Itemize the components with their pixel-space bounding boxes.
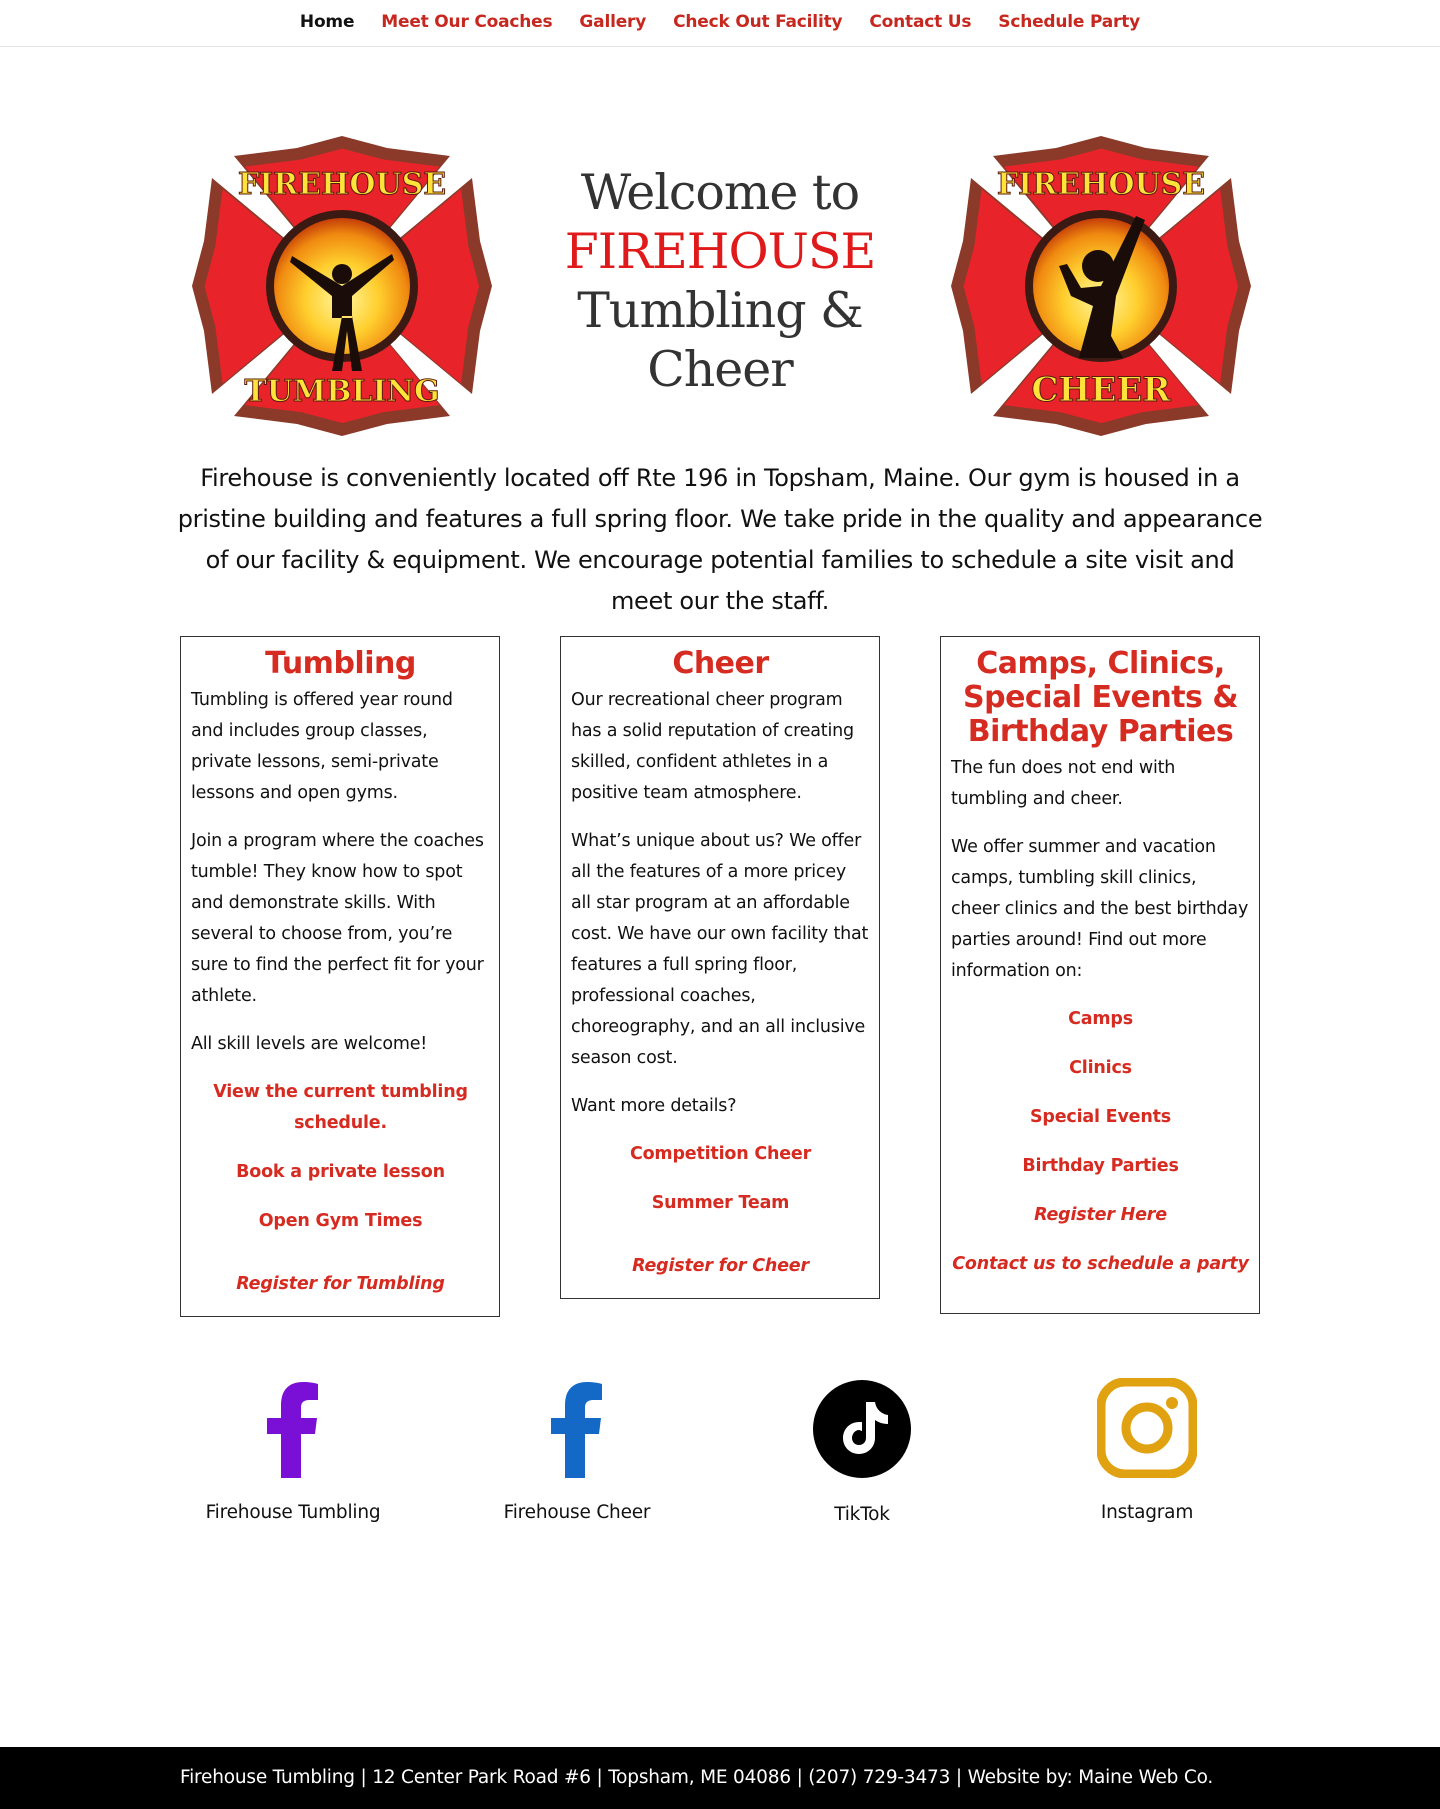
cheer-title: Cheer xyxy=(672,646,769,681)
tiktok-label[interactable]: TikTok xyxy=(834,1504,890,1525)
clinics-link[interactable]: Clinics xyxy=(1069,1058,1132,1078)
cheer-paragraph-2: What’s unique about us? We offer all the features of a more pricey all star program at an affordable cost. We have our own facility that features a full spring floor, professional coaches, choreography, and an all inclusive season cost. xyxy=(571,831,869,1068)
hero-title xyxy=(540,163,900,399)
nav-contact-us[interactable]: Contact Us xyxy=(869,12,972,32)
tumbling-paragraph-2: Join a program where the coaches tumble! They know how to spot and demonstrate skills. With several to choose from, you’re sure to find the perfect fit for your athlete. xyxy=(191,831,484,1006)
summer-team-link[interactable]: Summer Team xyxy=(651,1193,790,1213)
nav-schedule-party[interactable]: Schedule Party xyxy=(998,12,1141,32)
open-gym-times-link[interactable]: Open Gym Times xyxy=(258,1211,423,1231)
firehouse-tumbling-logo xyxy=(192,136,492,436)
cheer-paragraph-1: Our recreational cheer program has a solid reputation of creating skilled, confident athletes in a positive team atmosphere. xyxy=(571,690,854,803)
facebook-icon[interactable] xyxy=(527,1378,627,1478)
footer-text: Firehouse Tumbling | 12 Center Park Road #6 | Topsham, ME 04086 | (207) 729-3473 | Website by: Maine Web Co. xyxy=(180,1767,1214,1788)
hero-line-cheer: Cheer xyxy=(647,341,793,398)
camps-title: Camps, Clinics, Special Events & Birthday Parties xyxy=(962,646,1239,749)
hero-line-firehouse: FIREHOUSE xyxy=(564,223,876,280)
logo-right-bottom-text: CHEER xyxy=(1031,370,1171,410)
facebook-icon[interactable] xyxy=(243,1378,343,1478)
nav-meet-our-coaches[interactable]: Meet Our Coaches xyxy=(381,12,553,32)
tumbling-schedule-link[interactable]: View the current tumbling schedule. xyxy=(213,1082,468,1133)
social-firehouse-tumbling[interactable] xyxy=(173,1378,413,1523)
social-instagram[interactable] xyxy=(1027,1378,1267,1523)
tumbling-card xyxy=(180,636,500,1317)
hero-line-tumbling: Tumbling & xyxy=(577,282,863,339)
tumbling-paragraph-1: Tumbling is offered year round and includes group classes, private lessons, semi-private lessons and open gyms. xyxy=(191,690,453,803)
logo-right-top-text: FIREHOUSE xyxy=(996,167,1206,202)
camps-paragraph-2: We offer summer and vacation camps, tumbling skill clinics, cheer clinics and the best birthday parties around! Find out more information on: xyxy=(951,837,1249,981)
nav-gallery[interactable]: Gallery xyxy=(579,12,647,32)
tumbling-paragraph-3: All skill levels are welcome! xyxy=(191,1034,428,1054)
logo-left-bottom-text: TUMBLING xyxy=(244,374,440,409)
camps-link[interactable]: Camps xyxy=(1068,1009,1133,1029)
nav-home[interactable]: Home xyxy=(299,12,355,32)
hero-line-welcome: Welcome to xyxy=(580,164,860,221)
tumbling-title: Tumbling xyxy=(265,646,416,681)
nav-check-out-facility[interactable]: Check Out Facility xyxy=(673,12,843,32)
camps-card xyxy=(940,636,1260,1314)
private-lesson-link[interactable]: Book a private lesson xyxy=(236,1162,445,1182)
social-firehouse-cheer[interactable] xyxy=(457,1378,697,1523)
social-tiktok[interactable] xyxy=(742,1378,982,1525)
logo-left-top-text: FIREHOUSE xyxy=(237,167,447,202)
firehouse-cheer-label[interactable]: Firehouse Cheer xyxy=(503,1502,651,1523)
contact-schedule-party-link[interactable]: Contact us to schedule a party xyxy=(952,1254,1249,1274)
cheer-paragraph-3: Want more details? xyxy=(571,1096,737,1116)
special-events-link[interactable]: Special Events xyxy=(1030,1107,1171,1127)
camps-paragraph-1: The fun does not end with tumbling and cheer. xyxy=(951,758,1176,809)
firehouse-tumbling-label[interactable]: Firehouse Tumbling xyxy=(205,1502,381,1523)
footer xyxy=(0,1747,1440,1809)
intro-paragraph: Firehouse is conveniently located off Rte 196 in Topsham, Maine. Our gym is housed in a pristine building and features a full spring floor. We take pride in the quality and appearance of our facility & equipment. We encourage potential families to schedule a site visit and meet our the staff. xyxy=(177,464,1263,615)
competition-cheer-link[interactable]: Competition Cheer xyxy=(629,1144,812,1164)
top-nav xyxy=(0,0,1440,47)
instagram-icon[interactable] xyxy=(1097,1378,1197,1478)
register-cheer-link[interactable]: Register for Cheer xyxy=(632,1256,809,1276)
register-here-link[interactable]: Register Here xyxy=(1034,1205,1167,1225)
register-tumbling-link[interactable]: Register for Tumbling xyxy=(236,1274,445,1294)
birthday-parties-link[interactable]: Birthday Parties xyxy=(1022,1156,1179,1176)
instagram-label[interactable]: Instagram xyxy=(1100,1502,1194,1523)
tiktok-icon[interactable] xyxy=(812,1378,912,1478)
cheer-card xyxy=(560,636,880,1299)
firehouse-cheer-logo xyxy=(951,136,1251,436)
